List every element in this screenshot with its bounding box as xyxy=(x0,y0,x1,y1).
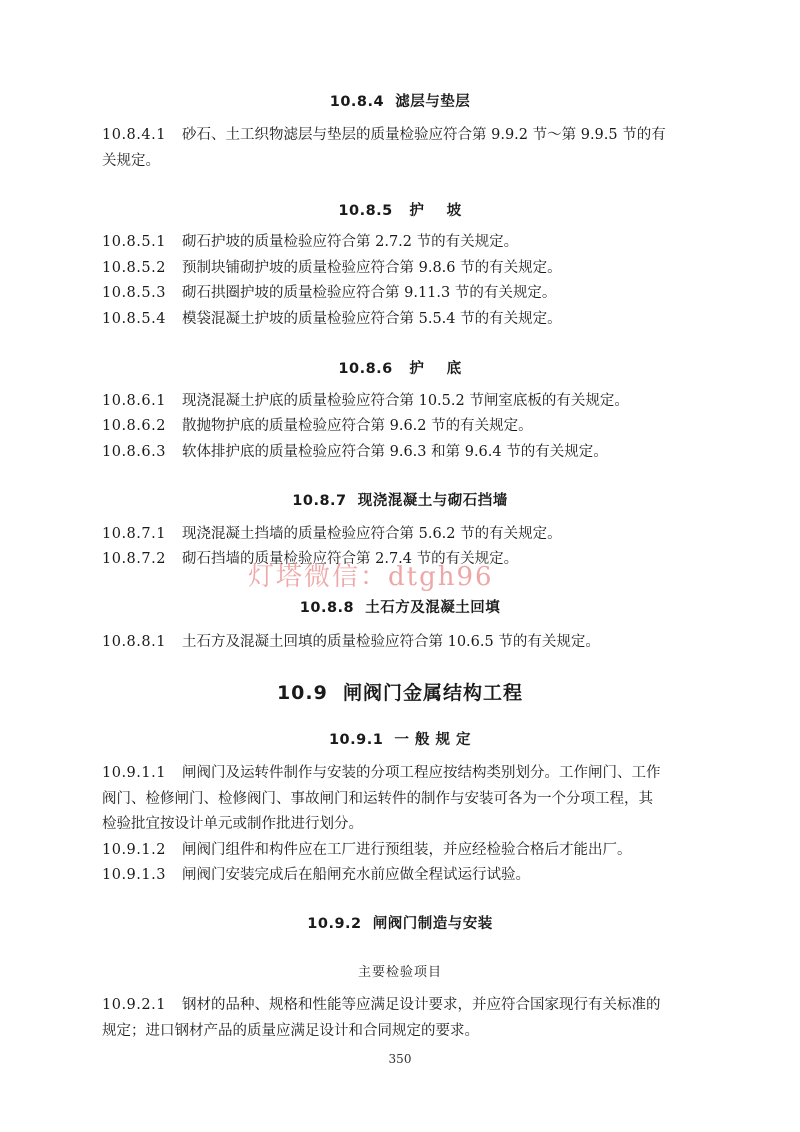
chapter-heading-10-9: 10.9 闸阀门金属结构工程 xyxy=(276,682,524,704)
clause-number: 10.8.6.1 xyxy=(102,393,166,409)
page-number: 350 xyxy=(388,1052,412,1066)
clause-number: 10.8.6.3 xyxy=(102,444,166,460)
section-heading-10-8-8: 10.8.8 土石方及混凝土回填 xyxy=(299,600,501,616)
clause-continuation: 阀门、检修闸门、检修阀门、事故闸门和运转件的制作与安装可各为一个分项工程，其 xyxy=(102,791,653,807)
clause-10-8-6-1 xyxy=(102,393,629,409)
subheading-main-inspection-items: 主要检验项目 xyxy=(357,965,442,980)
clause-number: 10.8.5.1 xyxy=(102,234,166,250)
clause-10-8-7-1 xyxy=(102,526,562,542)
clause-text: 现浇混凝土挡墙的质量检验应符合第 5.6.2 节的有关规定。 xyxy=(182,526,562,542)
clause-10-8-8-1 xyxy=(102,634,600,650)
clause-text: 预制块铺砌护坡的质量检验应符合第 9.8.6 节的有关规定。 xyxy=(182,260,562,276)
clause-number: 10.8.6.2 xyxy=(102,418,166,434)
clause-continuation: 规定；进口钢材产品的质量应满足设计和合同规定的要求。 xyxy=(102,1023,479,1039)
clause-10-8-6-3 xyxy=(102,444,608,460)
clause-number: 10.9.1.3 xyxy=(102,867,166,883)
clause-number: 10.8.7.2 xyxy=(102,551,166,567)
clause-number: 10.8.4.1 xyxy=(102,127,166,143)
clause-text: 钢材的品种、规格和性能等应满足设计要求，并应符合国家现行有关标准的 xyxy=(182,997,661,1013)
clause-text: 土石方及混凝土回填的质量检验应符合第 10.6.5 节的有关规定。 xyxy=(182,634,600,650)
clause-10-8-5-3 xyxy=(102,285,556,301)
section-heading-10-9-2: 10.9.2 闸阀门制造与安装 xyxy=(307,916,493,932)
clause-10-8-5-2 xyxy=(102,260,562,276)
clause-10-9-1-2 xyxy=(102,842,632,858)
clause-text: 砌石挡墙的质量检验应符合第 2.7.4 节的有关规定。 xyxy=(182,551,519,567)
clause-text: 散抛物护底的质量检验应符合第 9.6.2 节的有关规定。 xyxy=(182,418,533,434)
clause-10-8-5-1 xyxy=(102,234,518,250)
section-heading-10-8-6: 10.8.6 护 底 xyxy=(338,361,462,377)
clause-number: 10.9.1.1 xyxy=(102,765,166,781)
clause-text: 砂石、土工织物滤层与垫层的质量检验应符合第 9.9.2 节～第 9.9.5 节的有 xyxy=(182,127,666,143)
clause-10-9-2-1 xyxy=(102,997,661,1013)
section-heading-10-8-7: 10.8.7 现浇混凝土与砌石挡墙 xyxy=(292,493,508,509)
clause-10-9-1-3 xyxy=(102,867,530,883)
clause-number: 10.8.8.1 xyxy=(102,634,166,650)
clause-text: 模袋混凝土护坡的质量检验应符合第 5.5.4 节的有关规定。 xyxy=(182,311,562,327)
clause-text: 砌石拱圈护坡的质量检验应符合第 9.11.3 节的有关规定。 xyxy=(182,285,557,301)
clause-number: 10.8.5.4 xyxy=(102,311,166,327)
section-heading-10-9-1: 10.9.1 一 般 规 定 xyxy=(328,732,472,748)
clause-text: 闸阀门安装完成后在船闸充水前应做全程试运行试验。 xyxy=(182,867,530,883)
clause-number: 10.9.1.2 xyxy=(102,842,166,858)
clause-10-9-1-1 xyxy=(102,765,661,781)
watermark: 灯塔微信：dtgh96 xyxy=(248,562,494,592)
clause-number: 10.8.5.2 xyxy=(102,260,166,276)
clause-number: 10.8.5.3 xyxy=(102,285,166,301)
section-heading-10-8-4: 10.8.4 滤层与垫层 xyxy=(329,94,471,110)
clause-number: 10.8.7.1 xyxy=(102,526,166,542)
clause-text: 闸阀门及运转件制作与安装的分项工程应按结构类别划分。工作闸门、工作 xyxy=(182,765,661,781)
section-heading-10-8-5: 10.8.5 护 坡 xyxy=(338,203,462,219)
clause-10-8-5-4 xyxy=(102,311,562,327)
clause-10-8-4-1 xyxy=(102,127,666,143)
clause-continuation: 检验批宜按设计单元或制作批进行划分。 xyxy=(102,816,363,832)
clause-text: 砌石护坡的质量检验应符合第 2.7.2 节的有关规定。 xyxy=(182,234,519,250)
clause-number: 10.9.2.1 xyxy=(102,997,166,1013)
clause-text: 现浇混凝土护底的质量检验应符合第 10.5.2 节闸室底板的有关规定。 xyxy=(182,393,629,409)
clause-continuation: 关规定。 xyxy=(102,153,160,169)
clause-text: 软体排护底的质量检验应符合第 9.6.3 和第 9.6.4 节的有关规定。 xyxy=(182,444,608,460)
clause-text: 闸阀门组件和构件应在工厂进行预组装，并应经检验合格后才能出厂。 xyxy=(182,842,632,858)
clause-10-8-6-2 xyxy=(102,418,533,434)
